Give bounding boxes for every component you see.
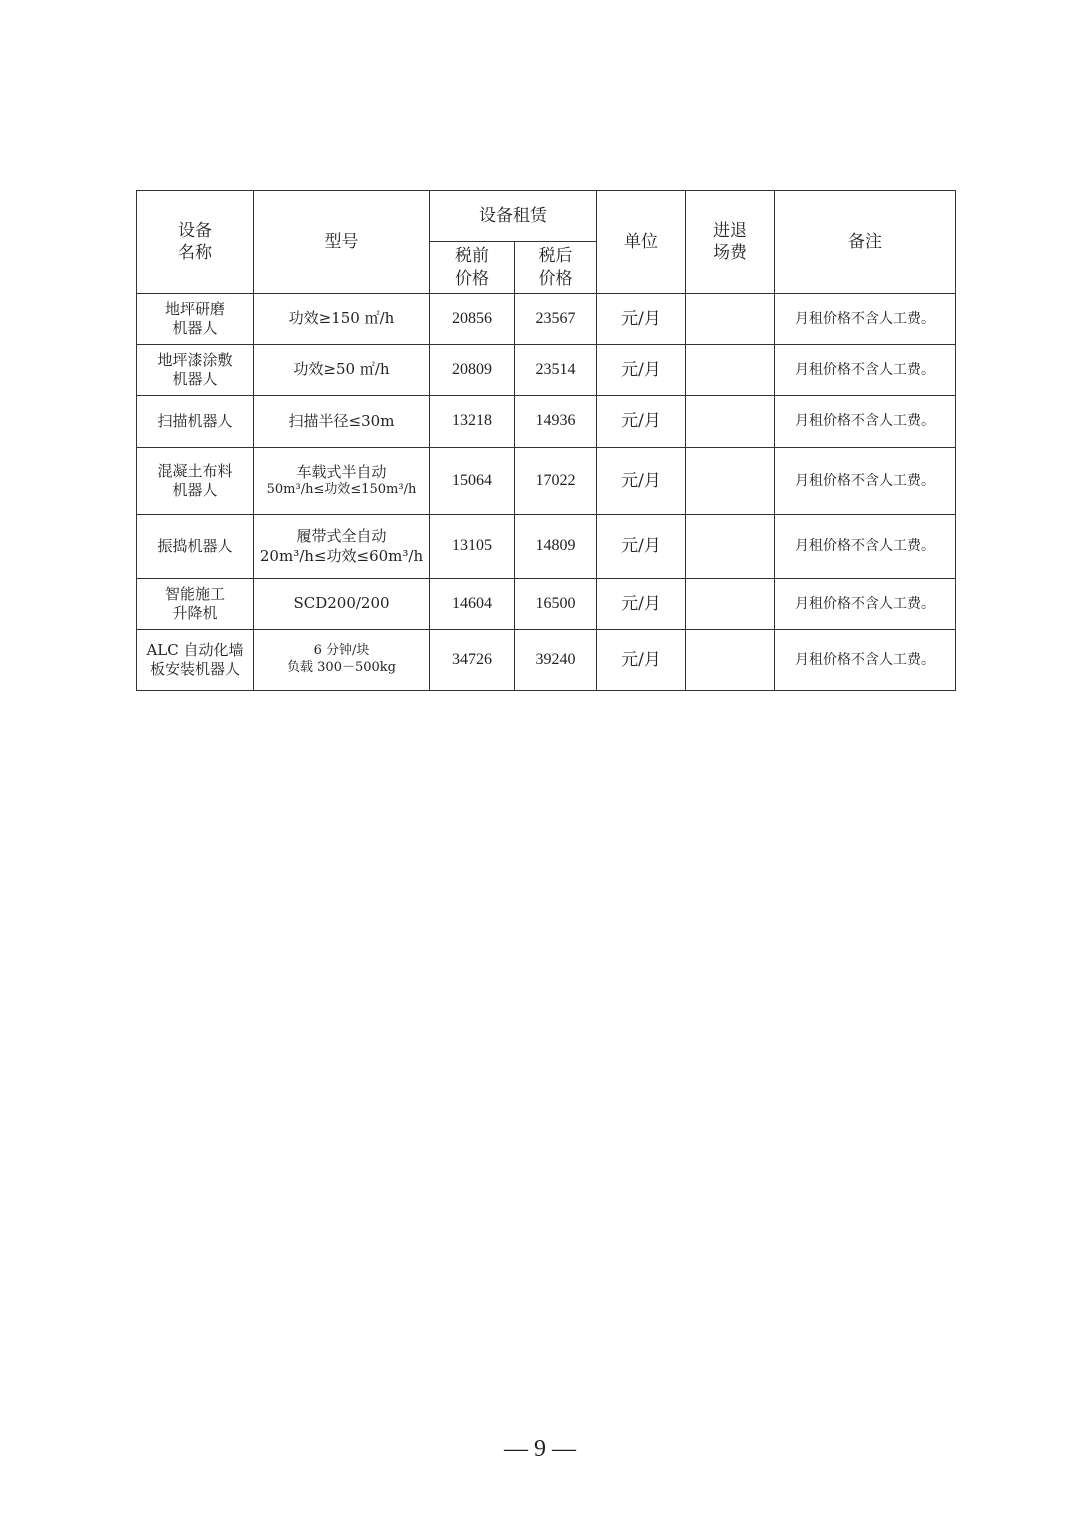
table-row <box>137 345 956 396</box>
header-aftertax-line2: 价格 <box>538 268 573 289</box>
model-line1: 履带式全自动 <box>296 527 387 545</box>
aftertax-price-cell: 23514 <box>515 345 597 396</box>
header-pretax-line2: 价格 <box>455 268 489 289</box>
equipment-name-cell <box>137 579 254 630</box>
table-row <box>137 448 956 515</box>
equipment-name-cell <box>137 345 254 396</box>
table-row <box>137 396 956 448</box>
header-entry-exit-fee <box>686 191 775 294</box>
unit-cell: 元/月 <box>597 448 686 515</box>
remark-cell: 月租价格不含人工费。 <box>775 579 956 630</box>
equipment-name-line1: 混凝土布料 <box>157 461 233 480</box>
model-cell <box>254 448 430 515</box>
remark-cell: 月租价格不含人工费。 <box>775 396 956 448</box>
entry-exit-fee-cell <box>686 396 775 448</box>
table-row <box>137 515 956 579</box>
entry-exit-fee-cell <box>686 579 775 630</box>
equipment-name-line2: 机器人 <box>172 370 218 388</box>
header-model: 型号 <box>254 191 430 294</box>
entry-exit-fee-cell <box>686 448 775 515</box>
equipment-name-line1: ALC 自动化墙 <box>146 640 244 659</box>
remark-cell: 月租价格不含人工费。 <box>775 515 956 579</box>
header-remark: 备注 <box>775 191 956 294</box>
equipment-name-line1: 地坪漆涂敷 <box>157 350 233 369</box>
aftertax-price-cell: 17022 <box>515 448 597 515</box>
equipment-name-line2: 机器人 <box>172 481 218 499</box>
header-aftertax-price <box>515 242 597 294</box>
unit-cell: 元/月 <box>597 515 686 579</box>
equipment-name-line2: 机器人 <box>172 319 218 337</box>
model-line1: 功效≥50 ㎡/h <box>293 360 390 379</box>
model-cell <box>254 294 430 345</box>
unit-cell: 元/月 <box>597 345 686 396</box>
equipment-name-cell <box>137 396 254 448</box>
remark-cell: 月租价格不含人工费。 <box>775 294 956 345</box>
page-number: — 9 — <box>504 1436 576 1462</box>
remark-cell: 月租价格不含人工费。 <box>775 630 956 691</box>
header-entry-line1: 进退 <box>713 220 747 241</box>
header-equipment-name <box>137 191 254 294</box>
entry-exit-fee-cell <box>686 515 775 579</box>
entry-exit-fee-cell <box>686 345 775 396</box>
model-line1: 6 分钟/块 <box>313 643 370 659</box>
model-line2: 50m³/h≤功效≤150m³/h <box>266 482 417 498</box>
pretax-price-cell: 20856 <box>430 294 515 345</box>
model-line2: 20m³/h≤功效≤60m³/h <box>259 546 424 565</box>
table-row <box>137 630 956 691</box>
header-name-line1: 设备 <box>178 220 212 241</box>
pretax-price-cell: 14604 <box>430 579 515 630</box>
pretax-price-cell: 34726 <box>430 630 515 691</box>
table-row <box>137 579 956 630</box>
model-cell <box>254 515 430 579</box>
equipment-name-cell <box>137 515 254 579</box>
table-row <box>137 294 956 345</box>
model-line1: 扫描半径≤30m <box>288 411 395 430</box>
aftertax-price-cell: 14936 <box>515 396 597 448</box>
header-name-line2: 名称 <box>178 243 212 263</box>
equipment-name-line2: 板安装机器人 <box>149 660 240 678</box>
model-cell <box>254 579 430 630</box>
entry-exit-fee-cell <box>686 294 775 345</box>
header-entry-line2: 场费 <box>713 243 747 263</box>
equipment-rental-table <box>136 190 956 691</box>
aftertax-price-cell: 14809 <box>515 515 597 579</box>
pretax-price-cell: 13105 <box>430 515 515 579</box>
equipment-name-cell <box>137 630 254 691</box>
model-line2: 负载 300－500kg <box>287 660 396 675</box>
equipment-name-line1: 振捣机器人 <box>157 536 233 555</box>
unit-cell: 元/月 <box>597 294 686 345</box>
equipment-name-line1: 智能施工 <box>164 584 225 603</box>
model-line1: 车载式半自动 <box>296 462 387 481</box>
unit-cell: 元/月 <box>597 396 686 448</box>
remark-cell: 月租价格不含人工费。 <box>775 345 956 396</box>
header-aftertax-line1: 税后 <box>538 246 573 267</box>
model-cell <box>254 345 430 396</box>
equipment-name-line1: 地坪研磨 <box>164 299 225 318</box>
aftertax-price-cell: 16500 <box>515 579 597 630</box>
header-pretax-price <box>430 242 515 294</box>
model-line1: SCD200/200 <box>293 594 390 613</box>
model-line1: 功效≥150 ㎡/h <box>288 309 395 328</box>
unit-cell: 元/月 <box>597 579 686 630</box>
equipment-name-cell <box>137 448 254 515</box>
remark-cell: 月租价格不含人工费。 <box>775 448 956 515</box>
aftertax-price-cell: 23567 <box>515 294 597 345</box>
header-unit: 单位 <box>597 191 686 294</box>
pretax-price-cell: 13218 <box>430 396 515 448</box>
equipment-name-cell <box>137 294 254 345</box>
header-pretax-line1: 税前 <box>455 246 489 267</box>
pretax-price-cell: 15064 <box>430 448 515 515</box>
equipment-name-line1: 扫描机器人 <box>157 411 233 430</box>
model-cell <box>254 396 430 448</box>
model-cell <box>254 630 430 691</box>
header-rent: 设备租赁 <box>430 191 597 242</box>
pretax-price-cell: 20809 <box>430 345 515 396</box>
aftertax-price-cell: 39240 <box>515 630 597 691</box>
unit-cell: 元/月 <box>597 630 686 691</box>
entry-exit-fee-cell <box>686 630 775 691</box>
equipment-name-line2: 升降机 <box>172 604 218 622</box>
